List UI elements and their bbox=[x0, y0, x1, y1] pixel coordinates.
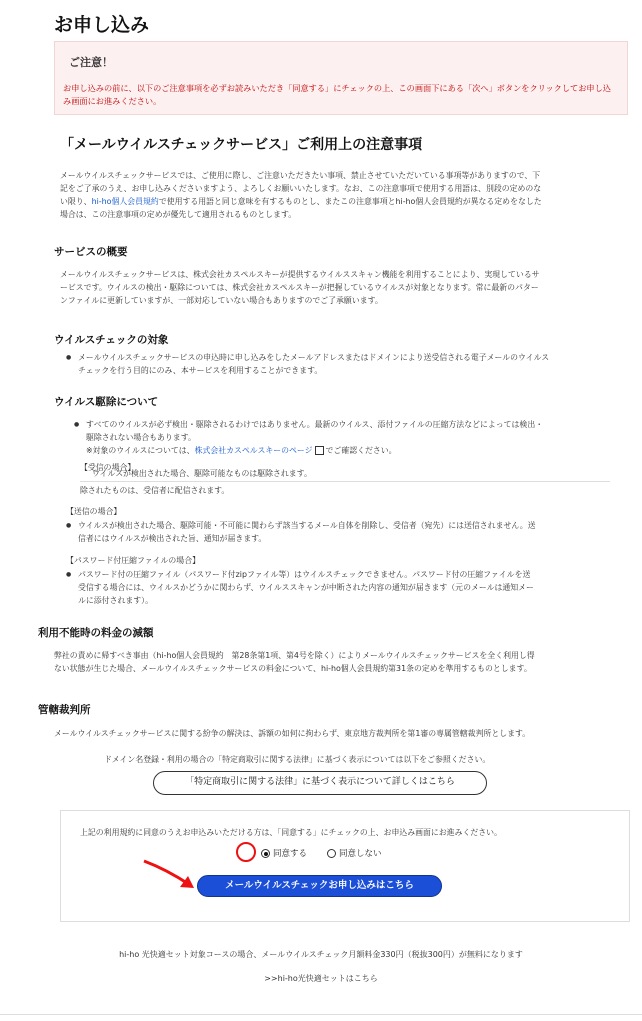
radio-checked-icon bbox=[261, 849, 270, 858]
disagree-radio[interactable] bbox=[327, 847, 382, 859]
target-bullet bbox=[78, 351, 620, 377]
apply-button[interactable]: メールウイルスチェックお申し込みはこちら bbox=[197, 875, 442, 897]
red-arrow-icon bbox=[140, 857, 200, 897]
pw-label: 【パスワード付圧縮ファイルの場合】 bbox=[66, 556, 200, 565]
send-label: 【送信の場合】 bbox=[66, 507, 122, 516]
agree-instructions: 上記の利用規約に同意のうえお申込みいただける方は、「同意する」にチェックの上、お申込み画面にお進みください。 bbox=[80, 828, 502, 837]
cut-text: ウイルスが検出された場合、駆除可能なものは駆除されます。 bbox=[92, 469, 312, 478]
member-terms-link[interactable]: hi-ho個人会員規約 bbox=[91, 197, 159, 206]
pw-line: 受信する場合には、ウイルスかどうかに関わらず、ウイルススキャンが中断された内容の通知が届きます（元のメールは通知メー bbox=[78, 583, 534, 592]
domain-note: ドメイン名登録・利用の場合の「特定商取引に関する法律」に基づく表示については以下をご参照ください。 bbox=[104, 755, 491, 764]
overview-line: メールウイルスチェックサービスは、株式会社カスペルスキーが提供するウイルススキャン機能を利用することにより、実現しているサ bbox=[60, 270, 540, 279]
intro-line bbox=[60, 195, 620, 208]
removal-bullet bbox=[86, 418, 616, 457]
section-title: 「メールウイルスチェックサービス」ご利用上の注意事項 bbox=[60, 137, 423, 153]
removal-line bbox=[86, 444, 616, 457]
overview-line: ービスです。ウイルスの検出・駆除については、株式会社カスペルスキーが把握しているウイルスが対象となります。常に最新のパター bbox=[60, 283, 539, 292]
receive-label: 【受信の場合】 bbox=[80, 463, 136, 472]
intro-text-segment: い限り、 bbox=[60, 197, 92, 206]
kaspersky-link[interactable]: 株式会社カスペルスキーのページ bbox=[194, 446, 313, 455]
pw-line: ● パスワード付の圧縮ファイル（パスワード付zipファイル等）はウイルスチェックできません。パスワード付の圧縮ファイルを送 bbox=[78, 570, 531, 579]
fee-line: 弊社の責めに帰すべき事由（hi-ho個人会員規約 第28条第1項、第4号を除く）によりメールウイルスチェックサービスを全く利用し得 bbox=[54, 651, 535, 660]
send-line: ● ウイルスが検出された場合、駆除可能・不可能に関わらず該当するメール自体を削除し、受信者（宛先）には送信されません。送 bbox=[78, 521, 536, 530]
target-heading: ウイルスチェックの対象 bbox=[54, 334, 169, 346]
intro-line: メールウイルスチェックサービスでは、ご使用に際し、ご注意いただきたい事項、禁止させていただいている事項等がありますので、下 bbox=[60, 171, 541, 180]
disagree-radio-label: 同意しない bbox=[339, 849, 382, 859]
pw-line: ルに添付されます）。 bbox=[78, 596, 153, 605]
footer-note: hi-ho 光快適セット対象コースの場合、メールウイルスチェック月額料金330円（税抜300円）が無料になります bbox=[119, 950, 523, 959]
law-info-button[interactable]: 「特定商取引に関する法律」に基づく表示について詳しくはこちら bbox=[153, 771, 487, 795]
removal-line: 駆除されない場合もあります。 bbox=[86, 433, 196, 442]
cut-overlap bbox=[80, 469, 610, 484]
target-line: チェックを行う目的にのみ、本サービスを利用することができます。 bbox=[78, 366, 323, 375]
overview-heading: サービスの概要 bbox=[54, 246, 128, 258]
external-link-icon bbox=[315, 446, 324, 455]
pw-bullet bbox=[78, 568, 620, 607]
court-text: メールウイルスチェックサービスに関する紛争の解決は、訴額の如何に拘わらず、東京地方裁判所を第1審の専属管轄裁判所とします。 bbox=[54, 729, 531, 738]
cut-tail: 除されたものは、受信者に配信されます。 bbox=[80, 486, 230, 495]
removal-text-segment: でご確認ください。 bbox=[325, 446, 397, 455]
send-line: 信者にはウイルスが検出された旨、通知が届きます。 bbox=[78, 534, 267, 543]
notice-title: ご注意！ bbox=[69, 56, 113, 69]
intro-text-segment: で使用する用語と同じ意味を有するものとし、またこの注意事項とhi-ho個人会員規約が異なる定めをなした bbox=[158, 197, 542, 206]
radio-unchecked-icon bbox=[327, 849, 336, 858]
fee-text bbox=[54, 649, 620, 675]
notice-body: お申し込みの前に、以下のご注意事項を必ずお読みいただき「同意する」にチェックの上、この画面下にある「次へ」ボタンをクリックしてお申し込み画面にお進みください。 bbox=[63, 83, 611, 106]
court-heading: 管轄裁判所 bbox=[38, 704, 91, 716]
removal-heading: ウイルス駆除について bbox=[54, 396, 159, 408]
fee-heading: 利用不能時の料金の減額 bbox=[38, 627, 154, 639]
intro-line: 場合は、この注意事項の定めが優先して適用されるものとします。 bbox=[60, 210, 297, 219]
fee-line: ない状態が生じた場合、メールウイルスチェックサービスの料金について、hi-ho個人会員規約第31条の定めを準用するものとします。 bbox=[54, 664, 532, 673]
intro-line: 記をご了承のうえ、お申し込みくださいますよう、よろしくお願いいたします。なお、この注意事項で使用する用語は、別段の定めのな bbox=[60, 184, 542, 193]
hikari-set-link[interactable]: >>hi-ho光快適セットはこちら bbox=[264, 974, 378, 983]
cut-divider bbox=[80, 481, 610, 482]
intro-text bbox=[60, 169, 620, 221]
target-line: ● メールウイルスチェックサービスの申込時に申し込みをしたメールアドレスまたはドメインにより送受信される電子メールのウイルス bbox=[78, 353, 550, 362]
agree-radio-label: 同意する bbox=[273, 849, 308, 859]
overview-text bbox=[60, 268, 620, 307]
highlight-circle bbox=[236, 842, 256, 862]
notice-box bbox=[54, 41, 628, 115]
page-title: お申し込み bbox=[54, 14, 150, 36]
bottom-divider bbox=[0, 1014, 642, 1015]
removal-text-segment: ※対象のウイルスについては、 bbox=[86, 446, 195, 455]
send-bullet bbox=[78, 519, 620, 545]
removal-line: ● すべてのウイルスが必ず検出・駆除されるわけではありません。最新のウイルス、添付ファイルの圧縮方法などによっては検出・ bbox=[86, 420, 544, 429]
overview-line: ンファイルに更新していますが、一部対応していない場合もありますのでご了承願います。 bbox=[60, 296, 383, 305]
agree-radio[interactable] bbox=[261, 847, 307, 859]
